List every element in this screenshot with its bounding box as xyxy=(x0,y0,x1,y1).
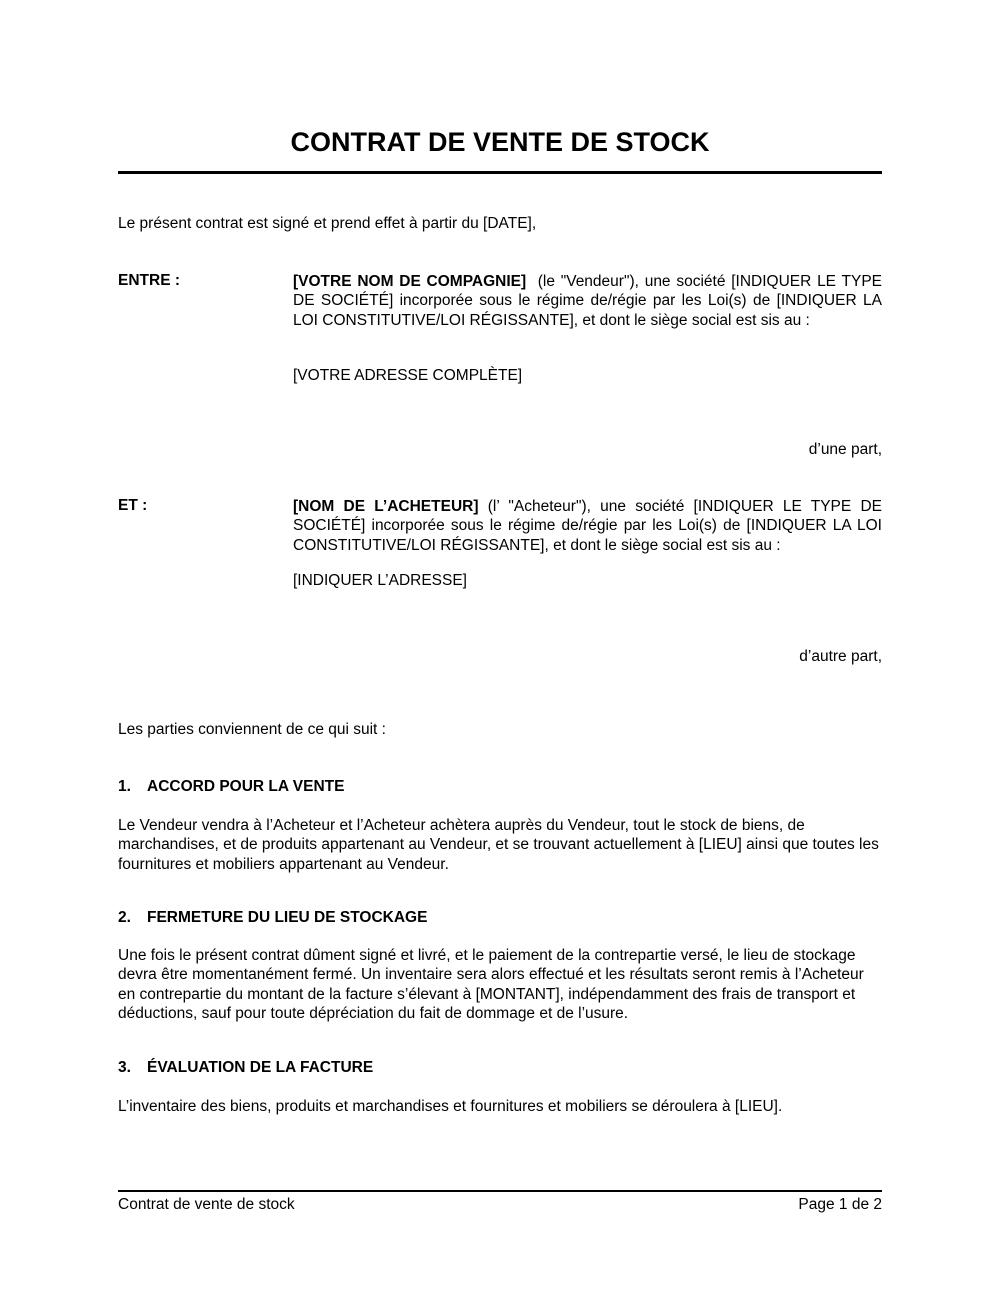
section-title: FERMETURE DU LIEU DE STOCKAGE xyxy=(147,909,428,926)
buyer-closing: d’autre part, xyxy=(799,648,882,665)
seller-address: [VOTRE ADRESSE COMPLÈTE] xyxy=(293,367,523,384)
page-number: Page 1 de 2 xyxy=(798,1196,882,1213)
footer-title: Contrat de vente de stock xyxy=(118,1196,295,1213)
seller-body: (le "Vendeur"), une société [INDIQUER LE TYPE DE SOCIÉTÉ] incorporée sous le régime de/régie par les Loi(s) de [INDIQUER LA LOI CONSTITUTIVE/LOI RÉGISSANTE], et dont le siège social est sis au : xyxy=(293,273,887,329)
title-divider xyxy=(118,171,882,174)
document-title: CONTRAT DE VENTE DE STOCK xyxy=(290,127,710,157)
section-number: 3. xyxy=(118,1059,131,1076)
seller-closing: d’une part, xyxy=(808,441,882,458)
seller-label: ENTRE : xyxy=(118,272,180,289)
buyer-paragraph xyxy=(293,497,887,555)
section-title: ÉVALUATION DE LA FACTURE xyxy=(147,1059,374,1076)
buyer-name: [NOM DE L’ACHETEUR] xyxy=(293,498,479,515)
section-1-heading xyxy=(118,778,345,796)
section-number: 2. xyxy=(118,909,131,926)
intro-text: Le présent contrat est signé et prend effet à partir du [DATE], xyxy=(118,215,537,232)
section-1-body: Le Vendeur vendra à l’Acheteur et l’Acheteur achètera auprès du Vendeur, tout le stock de biens, de marchandises, et de produits appartenant au Vendeur, et se trouvant actuellement à [LIEU] ainsi que toutes les fournitures et mobiliers appartenant au Vendeur. xyxy=(118,817,879,873)
buyer-address: [INDIQUER L’ADRESSE] xyxy=(293,572,467,589)
section-title: ACCORD POUR LA VENTE xyxy=(147,778,345,795)
buyer-label: ET : xyxy=(118,497,148,514)
footer-divider xyxy=(118,1190,882,1192)
buyer-body: (l’ "Acheteur"), une société [INDIQUER LE TYPE DE SOCIÉTÉ] incorporée sous le régime de/régie par les Loi(s) de [INDIQUER LA LOI CONSTITUTIVE/LOI RÉGISSANTE], et dont le siège social est sis au : xyxy=(293,498,887,554)
section-number: 1. xyxy=(118,778,131,795)
seller-name: [VOTRE NOM DE COMPAGNIE] xyxy=(293,273,527,290)
section-2-heading xyxy=(118,909,427,927)
agreement-intro: Les parties conviennent de ce qui suit : xyxy=(118,721,386,738)
seller-paragraph xyxy=(293,272,887,330)
section-2-body: Une fois le présent contrat dûment signé et livré, et le paiement de la contrepartie versé, le lieu de stockage devra être momentanément fermé. Un inventaire sera alors effectué et les résultats seront remis à l’Acheteur en contrepartie du montant de la facture s’élevant à [MONTANT], indépendamment des frais de transport et déductions, sauf pour toute dépréciation du fait de dommage et de l’usure. xyxy=(118,947,864,1022)
section-3-body: L’inventaire des biens, produits et marchandises et fournitures et mobiliers se déroulera à [LIEU]. xyxy=(118,1098,783,1115)
section-3-heading xyxy=(118,1059,373,1077)
